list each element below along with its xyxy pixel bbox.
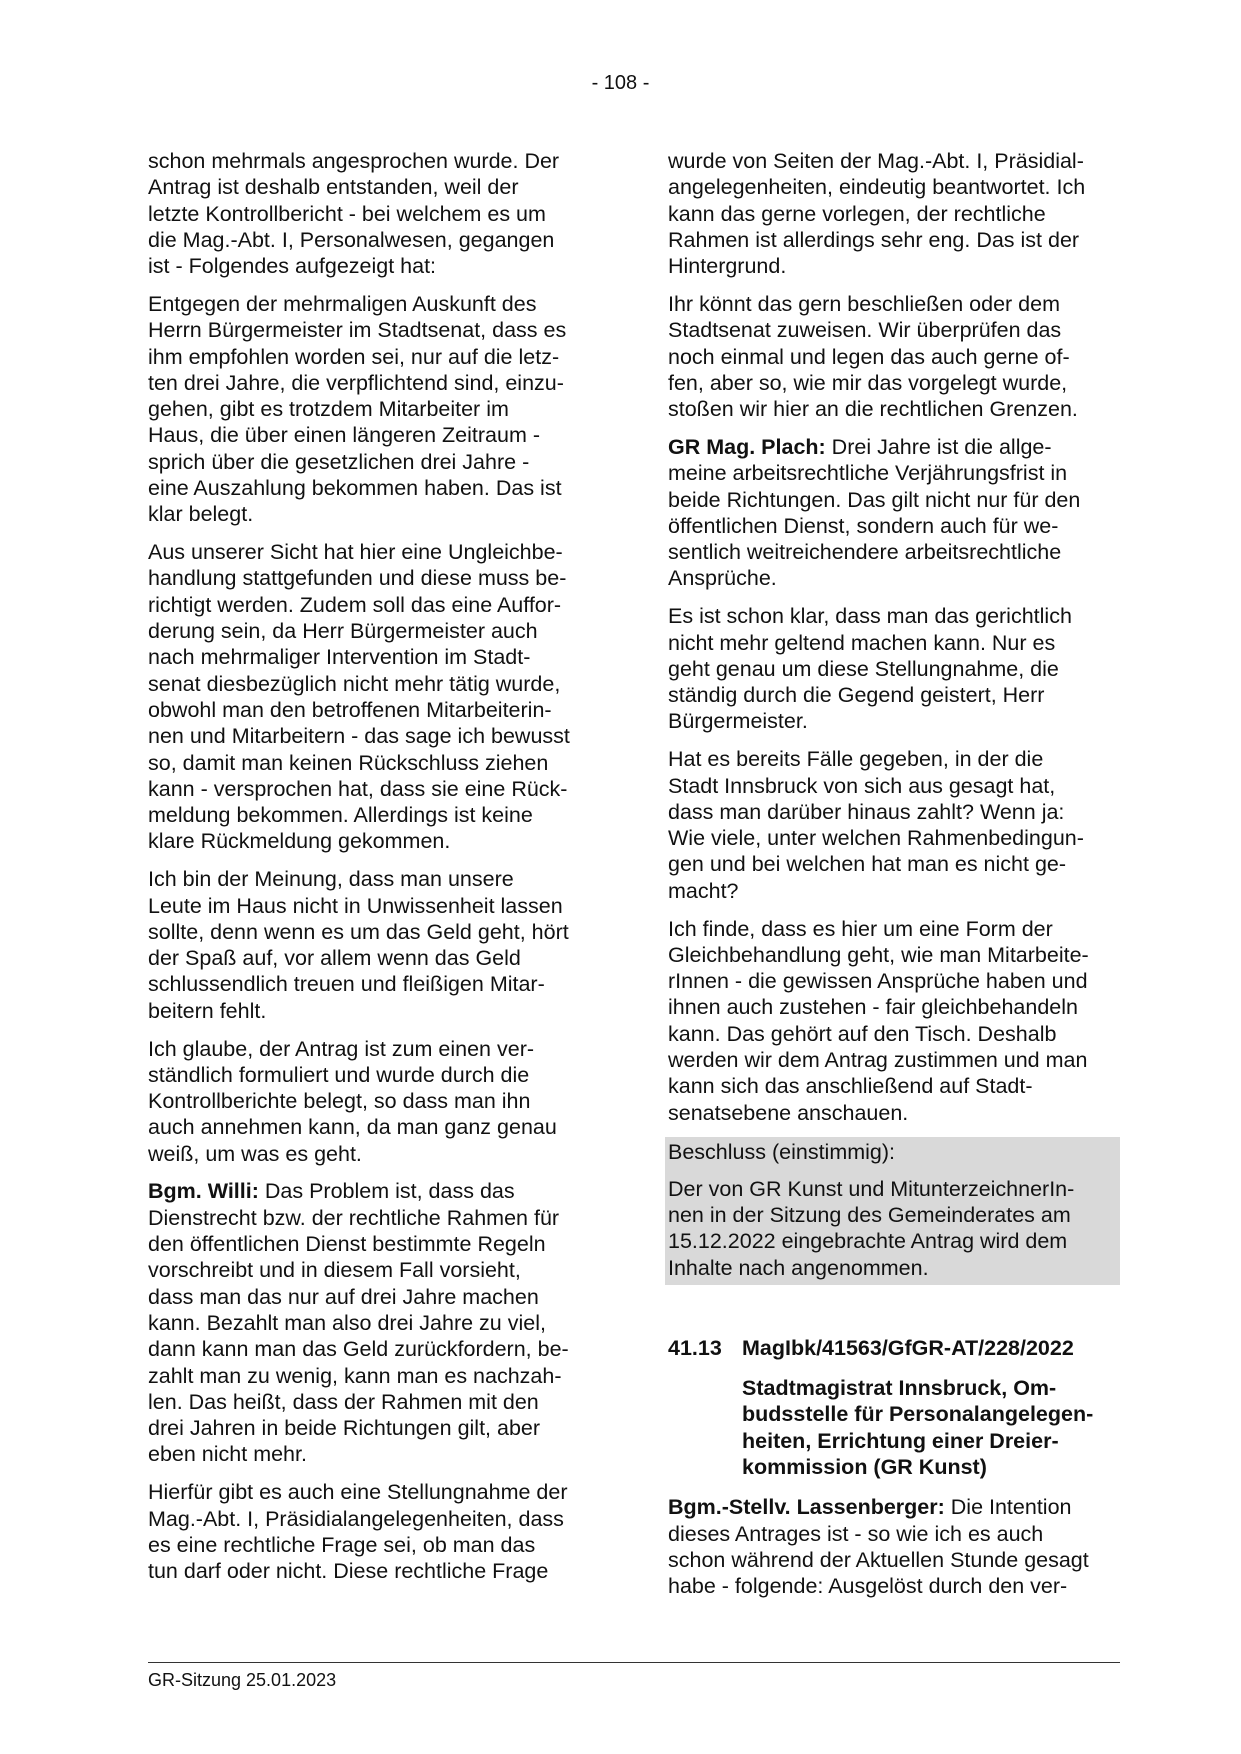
- speech-paragraph: [668, 1494, 1120, 1599]
- speech-text: Das Problem ist, dass das Dienstrecht bzw. der rechtliche Rahmen für den öffentlichen Dienst bestimmte Regeln vorschreibt und in diesem Fall vorsieht, dass man das nur auf drei Jahre machen kann. Bezahlt man also drei Jahre zu viel, dann kann man das Geld zurückfordern, be- zahlt man zu wenig, kann man es nachzah- len. Das heißt, dass der Rahmen mit den drei Jahren in beide Richtungen gilt, aber eben nicht mehr.: [148, 1179, 569, 1467]
- paragraph: Hierfür gibt es auch eine Stellungnahme der Mag.-Abt. I, Präsidialangelegenheiten, dass es eine rechtliche Frage sei, ob man das tun darf oder nicht. Diese rechtliche Frage: [148, 1480, 568, 1584]
- paragraph: Hat es bereits Fälle gegeben, in der die Stadt Innsbruck von sich aus gesagt hat, dass man darüber hinaus zahlt? Wenn ja: Wie viele, unter welchen Rahmenbedingun- gen und bei welchen hat man es nicht ge- macht?: [668, 747, 1084, 903]
- paragraph: Entgegen der mehrmaligen Auskunft des Herrn Bürgermeister im Stadtsenat, dass es ihm empfohlen worden sei, nur auf die letz- ten drei Jahre, die verpflichtend sind, einzu- gehen, gibt es trotzdem Mitarbeiter im Haus, die über einen längeren Zeitraum - sprich über die gesetzlichen drei Jahre - eine Auszahlung bekommen haben. Das ist klar belegt.: [148, 291, 567, 527]
- speaker-name: GR Mag. Plach:: [668, 434, 826, 459]
- agenda-number: 41.13: [668, 1335, 722, 1360]
- footer-text: GR-Sitzung 25.01.2023: [148, 1670, 337, 1690]
- agenda-item: [668, 1335, 1120, 1480]
- agenda-header: [668, 1335, 1120, 1361]
- speech-paragraph: [668, 434, 1120, 592]
- agenda-title: Stadtmagistrat Innsbruck, Om- budsstelle für Personalangelegen- heiten, Errichtung einer Dreier- kommission (GR Kunst): [742, 1376, 1094, 1480]
- paragraph: Ich finde, dass es hier um eine Form der Gleichbehandlung geht, wie man Mitarbeite- rInnen - die gewissen Ansprüche haben und ihnen auch zustehen - fair gleichbehandeln kann. Das gehört auf den Tisch. Deshalb werden wir dem Antrag zustimmen und man kann sich das anschließend auf Stadt- senatsebene anschauen.: [668, 916, 1089, 1125]
- agenda-reference: MagIbk/41563/GfGR-AT/228/2022: [742, 1335, 1074, 1360]
- speech-paragraph: [148, 1178, 598, 1467]
- paragraph: Ihr könnt das gern beschließen oder dem Stadtsenat zuweisen. Wir überprüfen das noch einmal und legen das auch gerne of- fen, aber so, wie mir das vorgelegt wurde, stoßen wir hier an die rechtlichen Grenzen.: [668, 291, 1078, 422]
- speaker-name: Bgm. Willi:: [148, 1179, 259, 1204]
- page-number: - 108 -: [591, 72, 650, 94]
- left-column: [148, 148, 598, 1596]
- decision-heading: Beschluss (einstimmig):: [668, 1140, 895, 1165]
- right-column: [668, 148, 1120, 1611]
- speech-text: Die Intention dieses Antrages ist - so wie ich es auch schon während der Aktuellen Stunde gesagt habe - folgende: Ausgelöst durch den ver-: [668, 1495, 1089, 1599]
- paragraph: Ich bin der Meinung, dass man unsere Leute im Haus nicht in Unwissenheit lassen sollte, denn wenn es um das Geld geht, hört der Spaß auf, vor allem wenn das Geld schlussendlich treuen und fleißigen Mitar- beitern fehlt.: [148, 867, 569, 1023]
- paragraph: schon mehrmals angesprochen wurde. Der Antrag ist deshalb entstanden, weil der letzte Kontrollbericht - bei welchem es um die Mag.-Abt. I, Personalwesen, gegangen ist - Folgendes aufgezeigt hat:: [148, 149, 560, 279]
- footer-divider: [148, 1662, 1120, 1663]
- paragraph: Ich glaube, der Antrag ist zum einen ver- ständlich formuliert und wurde durch die Kontrollberichte belegt, so dass man ihn auch annehmen kann, da man ganz genau weiß, um was es geht.: [148, 1036, 557, 1166]
- paragraph: Aus unserer Sicht hat hier eine Ungleichbe- handlung stattgefunden und diese muss be- richtigt werden. Zudem soll das eine Auffor- derung sein, da Herr Bürgermeister auch nach mehrmaliger Intervention im Stadt- senat diesbezüglich nicht mehr tätig wurde, obwohl man den betroffenen Mitarbeiterin- nen und Mitarbeitern - das sage ich bewusst so, damit man keinen Rückschluss ziehen kann - versprochen hat, dass sie eine Rück- meldung bekommen. Allerdings ist keine klare Rückmeldung gekommen.: [148, 540, 570, 854]
- speaker-name: Bgm.-Stellv. Lassenberger:: [668, 1495, 945, 1520]
- paragraph: wurde von Seiten der Mag.-Abt. I, Präsidial- angelegenheiten, eindeutig beantwortet. Ich kann das gerne vorlegen, der rechtliche Rahmen ist allerdings sehr eng. Das ist der Hintergrund.: [668, 149, 1086, 279]
- decision-text: Der von GR Kunst und MitunterzeichnerIn- nen in der Sitzung des Gemeinderates am 15.12.2022 eingebrachte Antrag wird dem Inhalte nach angenommen.: [668, 1176, 1075, 1280]
- speech-text: Drei Jahre ist die allge- meine arbeitsrechtliche Verjährungsfrist in beide Richtungen. Das gilt nicht nur für den öffentlichen Dienst, sondern auch für we- sentlich weitreichendere arbeitsrechtliche Ansprüche.: [668, 434, 1081, 591]
- paragraph: Es ist schon klar, dass man das gerichtlich nicht mehr geltend machen kann. Nur es geht genau um diese Stellungnahme, die ständig durch die Gegend geistert, Herr Bürgermeister.: [668, 604, 1072, 734]
- decision-box: [665, 1137, 1120, 1284]
